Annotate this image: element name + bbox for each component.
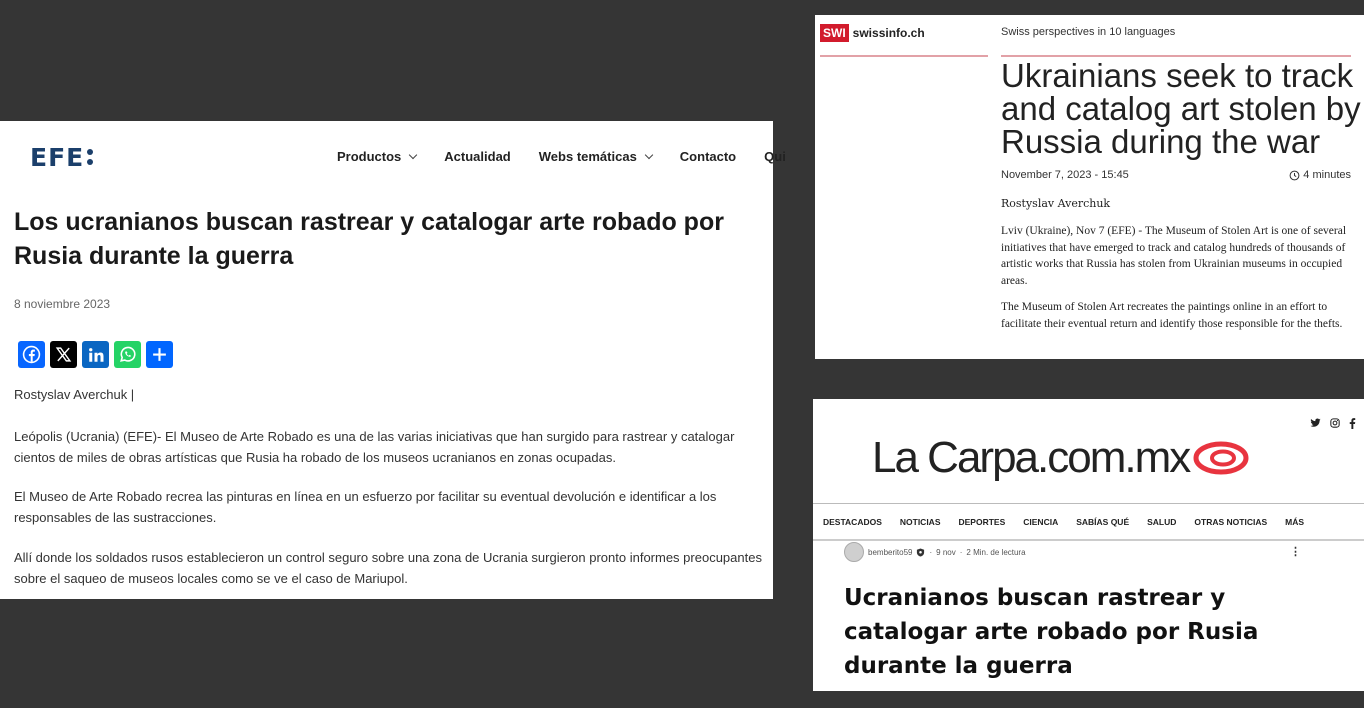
read-time-label: 4 minutes (1303, 169, 1351, 181)
read-time (1289, 169, 1351, 181)
article-paragraph: El Museo de Arte Robado recrea las pinturas en línea en un esfuerzo por facilitar su eventual devolución e identificar a los responsables de las sustracciones. (14, 489, 717, 525)
chevron-down-icon (645, 151, 653, 159)
nav-item-sabias-que[interactable]: SABÍAS QUÉ (1076, 517, 1130, 527)
facebook-icon[interactable] (1349, 418, 1356, 432)
article-author: Rostyslav Averchuk (1001, 197, 1111, 210)
swissinfo-logo[interactable] (820, 24, 925, 42)
efe-main-nav (337, 149, 814, 164)
x-icon[interactable] (50, 341, 77, 368)
article-paragraph: The Museum of Stolen Art recreates the paintings online in an effort to facilitate their eventual return and identify those responsible for the thefts. (1001, 301, 1343, 330)
article-title: Los ucranianos buscan rastrear y catalogar arte robado por Rusia durante la guerra (14, 208, 724, 270)
article-paragraph: Allí donde los soldados rusos establecieron un control seguro sobre una zona de Ucrania surgieron pronto informes preocupantes sobre el saqueo de museos locales como se ve el caso de Mariupol. (14, 550, 762, 586)
lacarpa-logo-text: La Carpa.com.mx (872, 433, 1190, 482)
whatsapp-icon[interactable] (114, 341, 141, 368)
lacarpa-logo[interactable] (872, 433, 1249, 483)
article-paragraph: Lviv (Ukraine), Nov 7 (EFE) - The Museum of Stolen Art is one of several initiatives that have emerged to track and catalog hundreds of thousands of artistic works that Russia has stolen from Ukrainian museums in occupied areas. (1001, 225, 1347, 287)
lacarpa-main-nav (823, 517, 1322, 527)
efe-logo-text: EFE (30, 142, 85, 172)
linkedin-icon[interactable] (82, 341, 109, 368)
swi-logo-name: swissinfo.ch (852, 26, 925, 40)
article-date: November 7, 2023 - 15:45 (1001, 169, 1129, 181)
nav-item-otras-noticias[interactable]: OTRAS NOTICIAS (1194, 517, 1268, 527)
article-paragraph: Leópolis (Ucrania) (EFE)- El Museo de Arte Robado es una de las varias iniciativas que han surgido para rastrear y catalogar cientos de miles de obras artísticas que Rusia ha robado de los museos ucranianos en zonas ocupadas. (14, 429, 735, 465)
nav-item-ciencia[interactable]: CIENCIA (1023, 517, 1059, 527)
nav-item-mas[interactable]: MÁS (1285, 517, 1305, 527)
post-date: 9 nov (936, 547, 956, 557)
post-author[interactable]: bemberito59 (868, 547, 913, 557)
nav-item-actualidad[interactable]: Actualidad (444, 149, 511, 164)
share-buttons (18, 341, 173, 368)
lacarpa-article-panel (813, 399, 1364, 691)
social-links (1310, 418, 1356, 432)
separator-dot: · (929, 547, 933, 557)
nav-item-deportes[interactable]: DEPORTES (958, 517, 1006, 527)
divider (813, 539, 1364, 541)
nav-item-salud[interactable]: SALUD (1147, 517, 1177, 527)
more-options-icon[interactable]: ⋮ (1290, 546, 1301, 558)
post-read-time: 2 Min. de lectura (966, 547, 1026, 557)
article-date: 8 noviembre 2023 (14, 297, 111, 311)
instagram-icon[interactable] (1330, 418, 1340, 432)
nav-item-contacto[interactable]: Contacto (679, 149, 737, 164)
post-meta (844, 542, 1026, 562)
chevron-down-icon (409, 151, 417, 159)
divider (813, 503, 1364, 504)
nav-item-webs-tematicas[interactable]: Webs temáticas (539, 149, 652, 164)
swissinfo-article-panel (815, 15, 1364, 359)
divider (820, 55, 988, 57)
twitter-icon[interactable] (1310, 418, 1321, 432)
nav-item-truncated[interactable]: Qui (764, 149, 786, 164)
swi-logo-box: SWI (820, 24, 849, 42)
efe-logo-dots (87, 149, 93, 165)
lacarpa-swirl-icon (1193, 440, 1249, 476)
separator-dot: · (959, 547, 963, 557)
share-plus-icon[interactable] (146, 341, 173, 368)
nav-item-destacados[interactable]: DESTACADOS (823, 517, 882, 527)
nav-item-noticias[interactable]: NOTICIAS (899, 517, 941, 527)
efe-article-panel (0, 121, 786, 599)
clock-icon (1289, 170, 1300, 181)
article-byline: Rostyslav Averchuk | (14, 387, 135, 402)
nav-item-productos[interactable]: Productos (337, 149, 416, 164)
site-tagline: Swiss perspectives in 10 languages (1001, 26, 1176, 38)
admin-badge-icon (916, 548, 925, 557)
efe-logo[interactable] (30, 143, 93, 171)
avatar[interactable] (844, 542, 864, 562)
facebook-icon[interactable] (18, 341, 45, 368)
article-title: Ukrainians seek to track and catalog art stolen by Russia during the war (1001, 57, 1361, 160)
article-title: Ucranianos buscan rastrear y catalogar arte robado por Rusia durante la guerra (844, 585, 1259, 679)
